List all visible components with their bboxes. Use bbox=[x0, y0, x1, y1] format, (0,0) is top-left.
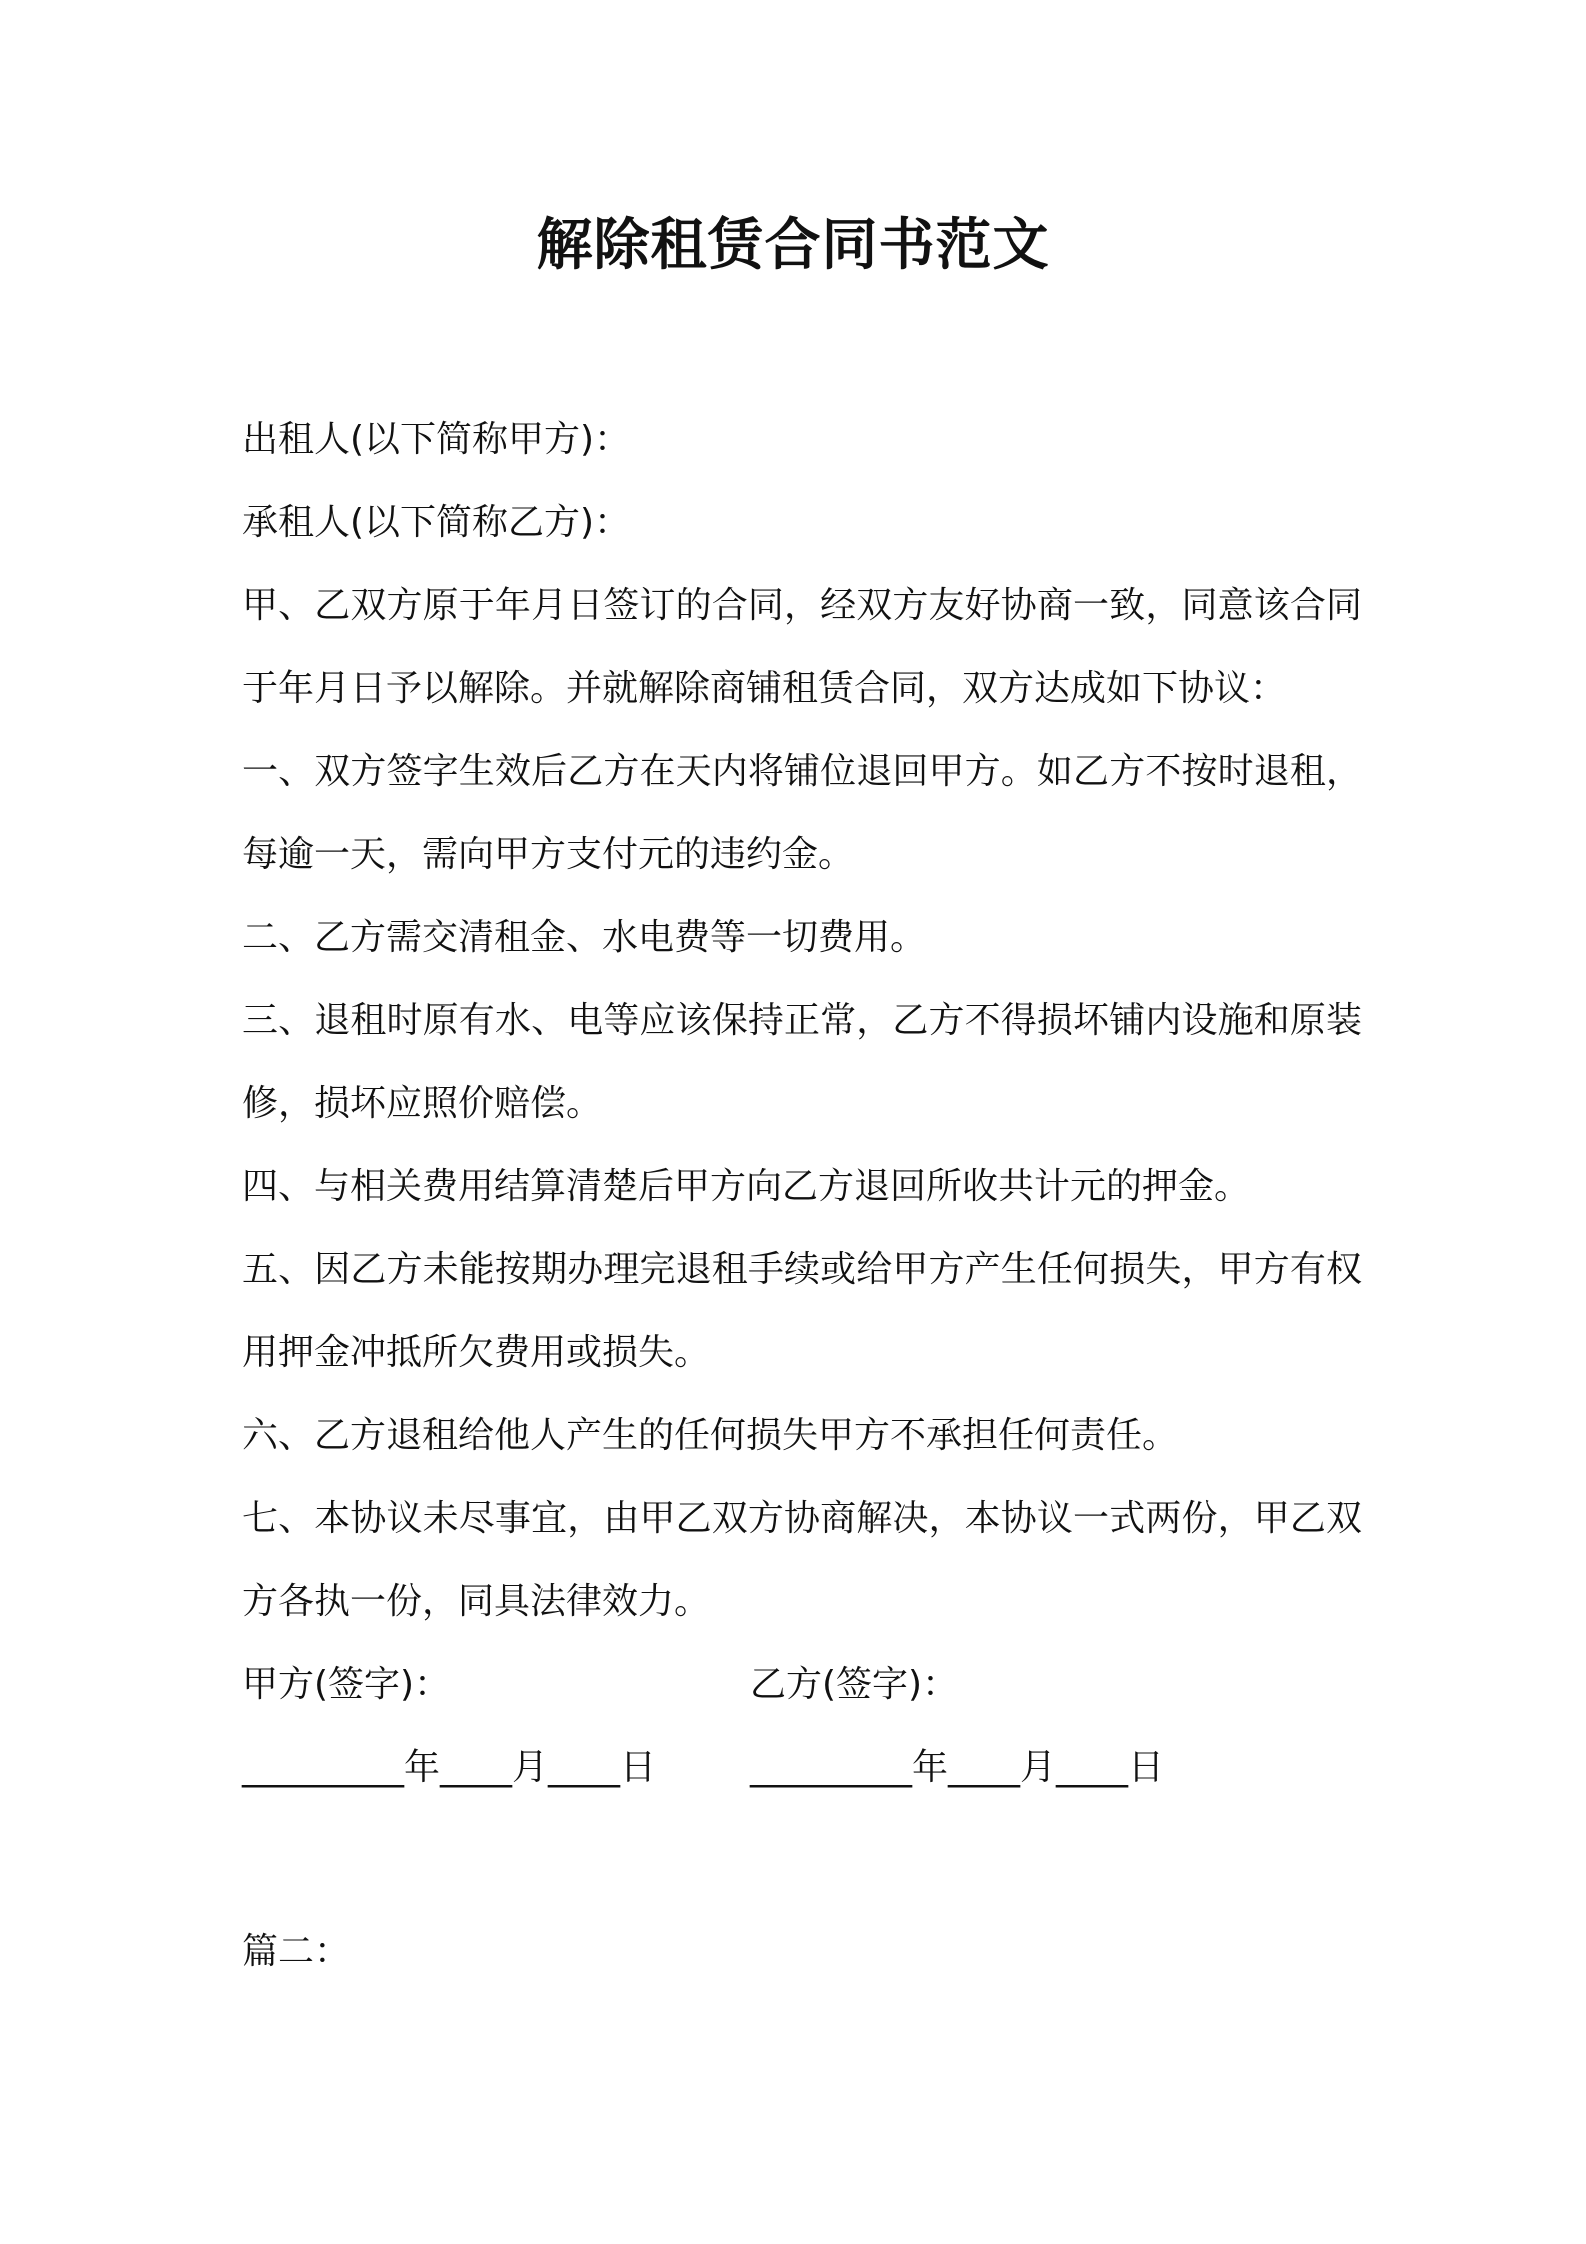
signature-label-row bbox=[242, 1643, 1362, 1726]
lessee-line: 承租人(以下简称乙方)： bbox=[242, 502, 631, 543]
section-two-label: 篇二： bbox=[242, 1931, 351, 1972]
clause-1: 一、双方签字生效后乙方在天内将铺位退回甲方。如乙方不按时退租，每逾一天，需向甲方支付元的违约金。 bbox=[242, 751, 1362, 875]
document-title: 解除租赁合同书范文 bbox=[536, 213, 1050, 278]
clause-4: 四、与相关费用结算清楚后甲方向乙方退回所收共计元的押金。 bbox=[242, 1166, 1251, 1207]
party-a-date-line: _________年____月____日 bbox=[242, 1747, 656, 1788]
clause-7: 七、本协议未尽事宜，由甲乙双方协商解决，本协议一式两份，甲乙双方各执一份，同具法律效力。 bbox=[242, 1498, 1362, 1622]
clause-3: 三、退租时原有水、电等应该保持正常，乙方不得损坏铺内设施和原装修，损坏应照价赔偿。 bbox=[242, 1000, 1362, 1124]
intro-paragraph: 甲、乙双方原于年月日签订的合同，经双方友好协商一致，同意该合同于年月日予以解除。并就解除商铺租赁合同，双方达成如下协议： bbox=[242, 585, 1362, 709]
party-b-date-line: _________年____月____日 bbox=[750, 1747, 1164, 1788]
party-b-signature-label: 乙方(签字)： bbox=[750, 1664, 959, 1705]
lessor-line: 出租人(以下简称甲方)： bbox=[242, 419, 631, 460]
document-body bbox=[242, 398, 1362, 1809]
clause-6: 六、乙方退租给他人产生的任何损失甲方不承担任何责任。 bbox=[242, 1415, 1179, 1456]
clause-2: 二、乙方需交清租金、水电费等一切费用。 bbox=[242, 917, 927, 958]
party-a-signature-label: 甲方(签字)： bbox=[242, 1664, 451, 1705]
signature-date-row bbox=[242, 1726, 1362, 1809]
clause-5: 五、因乙方未能按期办理完退租手续或给甲方产生任何损失，甲方有权用押金冲抵所欠费用或损失。 bbox=[242, 1249, 1362, 1373]
